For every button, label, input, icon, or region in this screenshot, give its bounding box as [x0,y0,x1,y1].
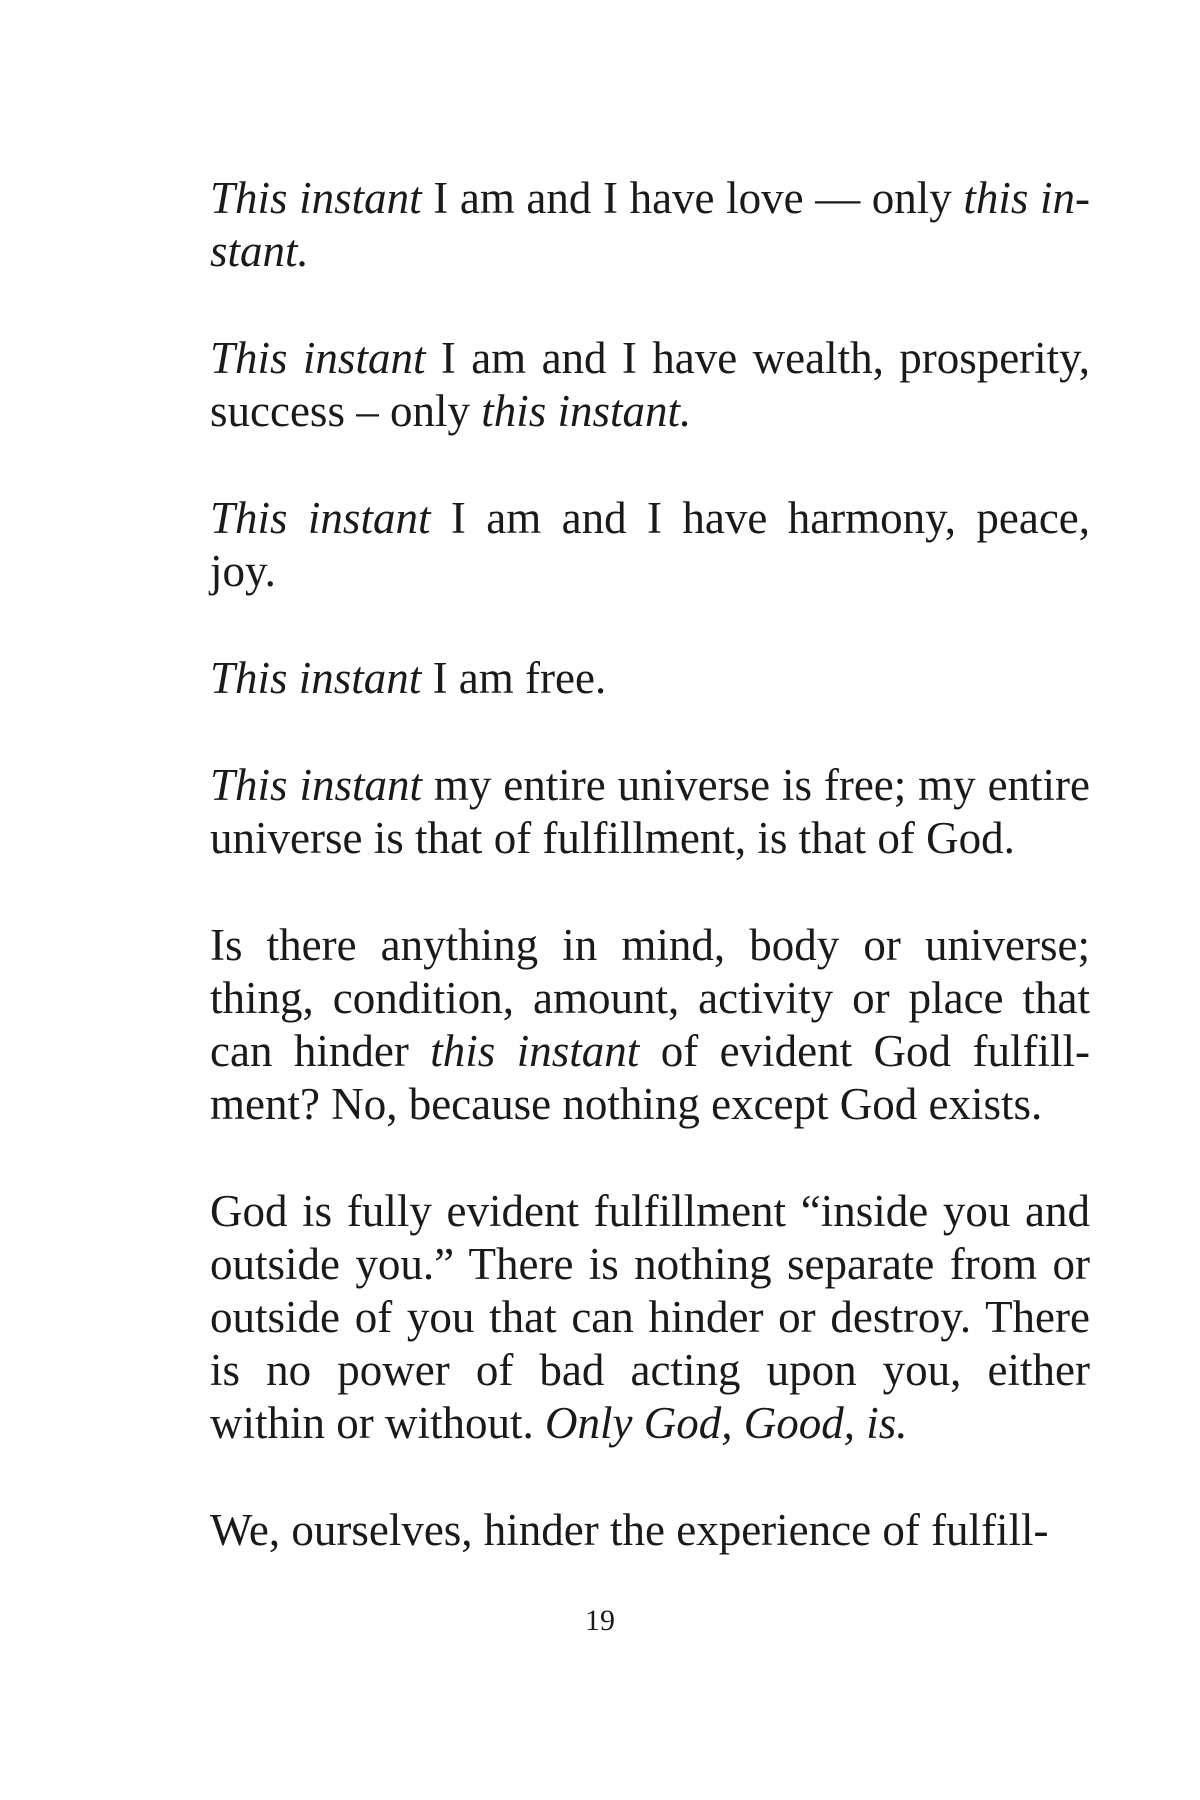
text-run: I am and I have wealth, prosperity, success – only [210,333,1090,436]
italic-phrase: This instant [210,173,422,223]
text-run: Is there anything in mind, body or universe; thing, condition, amount, activity or place that can hinder [210,920,1090,1076]
text-run: We, ourselves, hinder the experience of fulfill- [210,1505,1049,1555]
text-run: I am and I have love — only [421,173,964,223]
page-number: 19 [585,1604,615,1637]
italic-phrase: this instant. [481,386,692,436]
paragraph [210,492,1090,598]
body-text [210,172,1090,1557]
text-run: God is fully evident fulfillment “inside you and outside you.” There is nothing separate from or outside of you that can hinder or destroy. There is no power of bad acting upon you, either within or without. [210,1186,1090,1448]
italic-phrase: Only God, Good, is. [545,1398,908,1448]
text-run: I am free. [421,653,607,703]
italic-phrase: This instant [210,333,426,383]
paragraph [210,332,1090,438]
paragraph [210,919,1090,1131]
text-run: I am and I have harmony, peace, joy. [210,493,1091,596]
paragraph [210,652,1090,705]
italic-phrase: this instant [430,1026,640,1076]
paragraph [210,1185,1090,1450]
paragraph [210,759,1090,865]
italic-phrase: This instant [210,760,422,810]
paragraph [210,172,1090,278]
text-run: my entire universe is free; my entire universe is that of fulfillment, is that of God. [210,760,1091,863]
text-run: of evident God fulfillment? No, because nothing except God exists. [210,1026,1090,1129]
italic-phrase: This instant [210,493,431,543]
italic-phrase: this instant. [210,173,1091,276]
italic-phrase: This instant [210,653,422,703]
paragraph [210,1504,1090,1557]
